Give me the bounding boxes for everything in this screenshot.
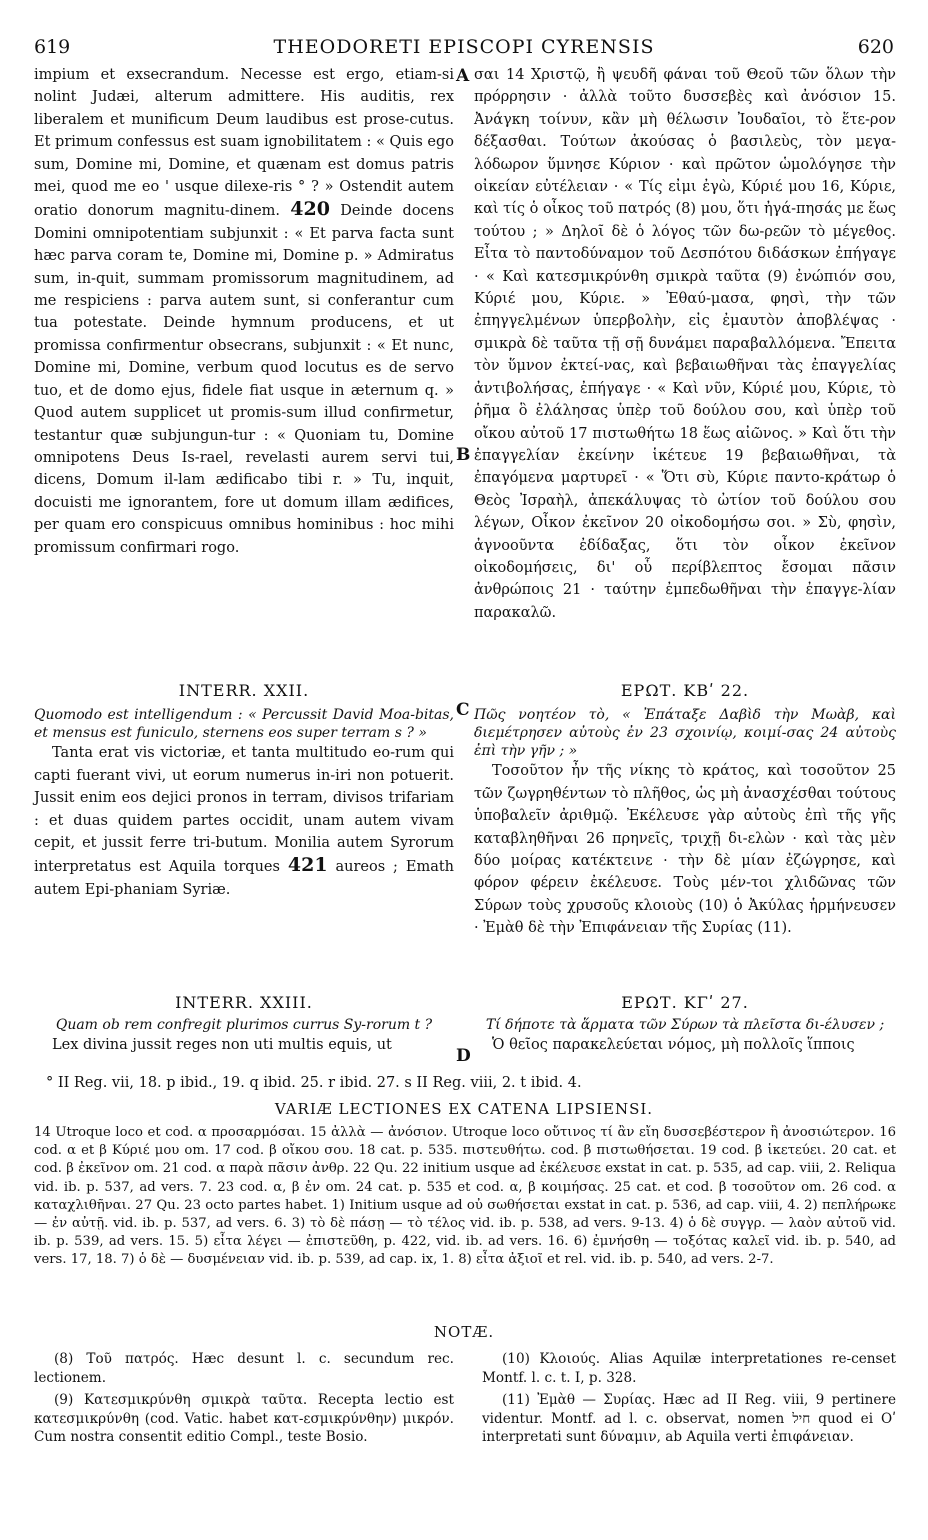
note-11: (11) Ἐμὰθ — Συρίας. Hæc ad II Reg. viii, 9 pertinere videntur. Montf. ad l. c. observat, nomen חיל quod ei Οʹ interpretati sunt δύναμιν, ab Aquila verti ἐπιφάνειαν. [482, 1392, 896, 1445]
notes-left-column [34, 1350, 454, 1451]
marker-a: A [456, 66, 470, 86]
variae-lectiones-text: 14 Utroque loco et cod. α προσαρμόσαι. 15 ἀλλὰ — ἀνόσιον. Utroque loco οὔτινος τί ἂν εἴη δυσσεβέστερον ἢ ἀνοσιώτερον. 16 cod. α et β Κύριέ μου om. 17 cod. β οἴκου σου. 18 cat. p. 535. πιστευθήτω. cod. β πιστωθήσεται. 19 cod. β ἱκετεύει. 20 cat. et cod. β ἐκεῖνον om. 21 cod. α παρὰ πᾶσιν ἀνθρ. 22 Qu. 22 initium usque ad ἐκέλευσε exstat in cat. p. 535, ad cap. viii, 2. Reliqua vid. ib. p. 537, ad vers. 7. 23 cod. α, β ἐν om. 24 cat. p. 535 et cod. α, β κοιμήσας. 25 cat. et cod. β τοσοῦτον om. 26 cod. α καταχλιθῆναι. 27 Qu. 23 octo partes habet. 1) Initium usque ad οὐ σωθήσεται exstat in cat. p. 536, ad cap. viii, 4. 2) πεπλήρωκε — ἐν αὐτῇ. vid. ib. p. 537, ad vers. 6. 3) τὸ δὲ πάσῃ — τὸ τέλος vid. ib. p. 538, ad vers. 9-13. 4) ὁ δὲ συγγρ. — λαὸν αὐτοῦ vid. ib. p. 539, ad vers. 15. 5) εἶτα λέγει — ἐπιστεῦθη, p. 422, vid. ib. ad vers. 16. 6) ἐμνήσθη — τοξότας καλεῖ vid. ib. p. 540, ad vers. 17, 18. 7) ὁ δὲ — δυσμένειαν vid. ib. p. 539, ad cap. ix, 1. 8) εἶτα ἀξιοῖ et rel. vid. ib. p. 540, ad vers. 2-7. [34, 1125, 896, 1268]
marker-d: D [456, 1046, 471, 1066]
greek-paragraph-1: σαι 14 Χριστῷ, ἢ ψευδῆ φάναι τοῦ Θεοῦ τῶν ὅλων τὴν πρόρρησιν · ἀλλὰ τοῦτο δυσσεβὲς καὶ ἀνόσιον 15. Ἀνάγκη τοίνυν, κἂν μὴ θέλωσιν Ἰουδαῖοι, τὸ ἕτε-ρον δέξασθαι. Τούτων ἀκούσας ὁ βασιλεὺς, τὸν μεγα-λόδωρον ὕμνησε Κύριον · καὶ πρῶτον ὡμολόγησε τὴν οἰκείαν εὐτέλειαν · « Τίς εἰμι ἐγὼ, Κύριέ μου 16, Κύριε, καὶ τίς ὁ οἶκος τοῦ πατρός (8) μου, ὅτι ἠγά-πησάς με ἕως τούτου ; » Δηλοῖ δὲ ὁ λόγος τῶν δω-ρεῶν τὸ μέγεθος. Εἶτα τὸ παντοδύναμον τοῦ Δεσπότου διδάσκων ἐπήγαγε · « Καὶ κατεσμικρύνθη σμικρὰ ταῦτα (9) ἐνώπιόν σου, Κύριέ μου, Κύριε. » Ἐθαύ-μασα, φησὶ, τὴν τῶν ἐπηγγελμένων ὑπερβολὴν, εἰς ἐμαυτὸν ἀποβλέψας · σμικρὰ δὲ ταῦτα τῇ σῇ δυνάμει παραβαλλόμενα. Ἔπειτα τὸν ὕμνον ἐκτεί-νας, καὶ βεβαιωθῆναι τὰς ἐπαγγελίας ἀντιβολήσας, ἐπήγαγε · « Καὶ νῦν, Κύριέ μου, Κύριε, τὸ ῥῆμα ὃ ἐλάλησας ὑπὲρ τοῦ δούλου σου, καὶ ὑπὲρ τοῦ οἴκου αὐτοῦ 17 πιστωθήτω 18 ἕως αἰῶνος. » Καὶ ὅτι τὴν ἐπαγγελίαν ἐκείνην ἱκέτευε 19 βεβαιωθῆναι, τὰ ἐπαγόμενα μαρτυρεῖ · « Ὅτι σὺ, Κύριε παντο-κράτωρ ὁ Θεὸς Ἰσραὴλ, ἀπεκάλυψας τὸ ὠτίον τοῦ δούλου σου λέγων, Οἶκον ἐκεῖνον 20 οἰκοδομήσω σοι. » Σὺ, φησὶν, ἀγνοοῦντα ἐδίδαξας, ὅτι τὸν οἶκον ἐκεῖνον οἰκοδομήσεις, δι' οὗ περίβλεπτος ἔσομαι πᾶσιν ἀνθρώποις 21 · ταύτην ἐμπεδωθῆναι τὴν ἐπαγγε-λίαν παρακαλῶ. [474, 67, 896, 621]
page-header [34, 36, 894, 60]
greek-interr-22 [474, 680, 896, 940]
latin-column [34, 64, 454, 559]
latin-paragraph-1 [34, 64, 454, 559]
latin-answer-22a: Tanta erat vis victoriæ, et tanta multitudo eo-rum qui capti fuerant vivi, ut eorum numerus in-iri non potuerit. Jussit enim eos dejici pronos in terram, divisos trifariam : et duas quidem partes occidit, unam autem vivam cepit, et jussit ferre tri-butum. Monilia autem Syrorum interpretatus est Aquila torques [34, 745, 454, 876]
note-10: (10) Κλοιούς. Alias Aquilæ interpretationes re-censet Montf. l. c. t. I, p. 328. [482, 1351, 896, 1386]
note-9: (9) Κατεσμικρύνθη σμικρὰ ταῦτα. Recepta lectio est κατεσμικρύνθη (cod. Vatic. habet κατ-εσμικρύνθην) μικρόν. Cum nostra consentit editio Compl., teste Bosio. [34, 1392, 454, 1445]
latin-interr-23 [34, 992, 454, 1057]
latin-question-23: Quam ob rem confregit plurimos currus Sy-rorum t ? [55, 1017, 433, 1034]
scripture-references: ° II Reg. vii, 18. p ibid., 19. q ibid. 25. r ibid. 27. s II Reg. viii, 2. t ibid. 4. [46, 1075, 582, 1091]
greek-question-23: Τί δήποτε τὰ ἅρματα τῶν Σύρων τὰ πλεῖστα δι-έλυσεν ; [485, 1017, 885, 1034]
greek-answer-22: Τοσοῦτον ἦν τῆς νίκης τὸ κράτος, καὶ τοσοῦτον 25 τῶν ζωγρηθέντων τὸ πλῆθος, ὡς μὴ ἀνασχέσθαι τούτους ὑποβαλεῖν ἀριθμῷ. Ἐκέλευσε γὰρ αὐτοὺς ἐπὶ τῆς γῆς καταβληθῆναι 26 πρηνεῖς, τριχῇ δι-ελὼν · καὶ τὰς μὲν δύο μοίρας κατέκτεινε · τὴν δὲ μίαν ἐζώγρησε, καὶ φόρον φέρειν ἐκέλευσε. Τοὺς μέν-τοι χλιδῶνας τῶν Σύρων τοὺς χρυσοῦς κλοιοὺς (10) ὁ Ἀκύλας ἡρμήνευσεν · Ἐμὰθ δὲ τὴν Ἐπιφάνειαν τῆς Συρίας (11). [474, 763, 896, 937]
greek-column [474, 64, 896, 624]
column-number-420: 420 [290, 198, 330, 221]
left-page-number: 619 [34, 36, 71, 58]
greek-interr-23 [474, 992, 896, 1057]
running-title: THEODORETI EPISCOPI CYRENSIS [273, 36, 655, 58]
latin-answer-23: Lex divina jussit reges non uti multis equis, ut [52, 1037, 392, 1054]
marker-b: B [456, 445, 471, 465]
greek-question-22: Πῶς νοητέον τὸ, « Ἐπάταξε Δαβὶδ τὴν Μωὰβ, καὶ διεμέτρησεν αὐτοὺς ἐν 23 σχοινίῳ, κοιμί-σας 24 αὐτοὺς ἐπὶ τὴν γῆν ; » [474, 707, 896, 760]
note-8: (8) Τοῦ πατρός. Hæc desunt l. c. secundum rec. lectionem. [34, 1351, 454, 1386]
variae-lectiones-heading: VARIÆ LECTIONES EX CATENA LIPSIENSI. [274, 1100, 654, 1118]
latin-interr-22-heading: INTERR. XXII. [178, 681, 310, 700]
latin-answer-22b: aureos ; Emath autem Epi-phaniam Syriæ. [34, 859, 455, 898]
greek-interr-22-heading: ΕΡΩΤ. ΚΒʹ 22. [620, 681, 750, 700]
greek-interr-23-heading: ΕΡΩΤ. ΚΓʹ 27. [621, 993, 749, 1012]
latin-text-1a: impium et exsecrandum. Necesse est ergo, etiam-si nolint Judæi, alterum admittere. His auditis, rex liberalem et munificum Deum laudibus est prose-cutus. Et primum confessus est suam ignobilitatem : « Quis ego sum, Domine mi, Domine, et quænam est domus patris mei, quod me eo ' usque dilexe-ris ° ? » Ostendit autem oratio donorum magnitu-dinem. [34, 67, 454, 220]
notes-right-column [482, 1350, 896, 1451]
latin-interr-22 [34, 680, 454, 901]
column-number-421: 421 [287, 854, 328, 877]
marker-c: C [456, 700, 470, 720]
latin-text-1b: Deinde docens Domini omnipotentiam subjunxit : « Et parva facta sunt hæc parva coram te, Domine mi, Domine p. » Admiratus sum, in-quit, summam promissorum magnitudinem, ad me respiciens : parva autem sunt, si conferantur cum tua potestate. Deinde hymnum producens, et ut promissa confirmentur obsecrans, subjunxit : « Et nunc, Domine mi, Domine, verbum quod locutus es de servo tuo, et de domo ejus, fidele fiat usque in æternum q. » Quod autem supplicet ut promis-sum illud confirmetur, testantur quæ subjungun-tur : « Quoniam tu, Domine omnipotens Deus Is-rael, revelasti aurem servi tui, dicens, Domum il-lam ædificabo tibi r. » Tu, inquit, docuisti me ignorantem, fore ut domum illam ædifices, per quam ero conspicuus omnibus hominibus : hoc mihi promissum confirmari rogo. [34, 203, 455, 556]
latin-question-22: Quomodo est intelligendum : « Percussit David Moa-bitas, et mensus est funiculo, sternens eos super terram s ? » [34, 707, 454, 742]
right-page-number: 620 [857, 36, 894, 58]
latin-interr-23-heading: INTERR. XXIII. [175, 993, 313, 1012]
greek-answer-23: Ὁ θεῖος παρακελεύεται νόμος, μὴ πολλοῖς ἵπποις [492, 1037, 855, 1054]
notae-heading: NOTÆ. [433, 1323, 495, 1341]
latin-answer-22 [34, 742, 454, 901]
